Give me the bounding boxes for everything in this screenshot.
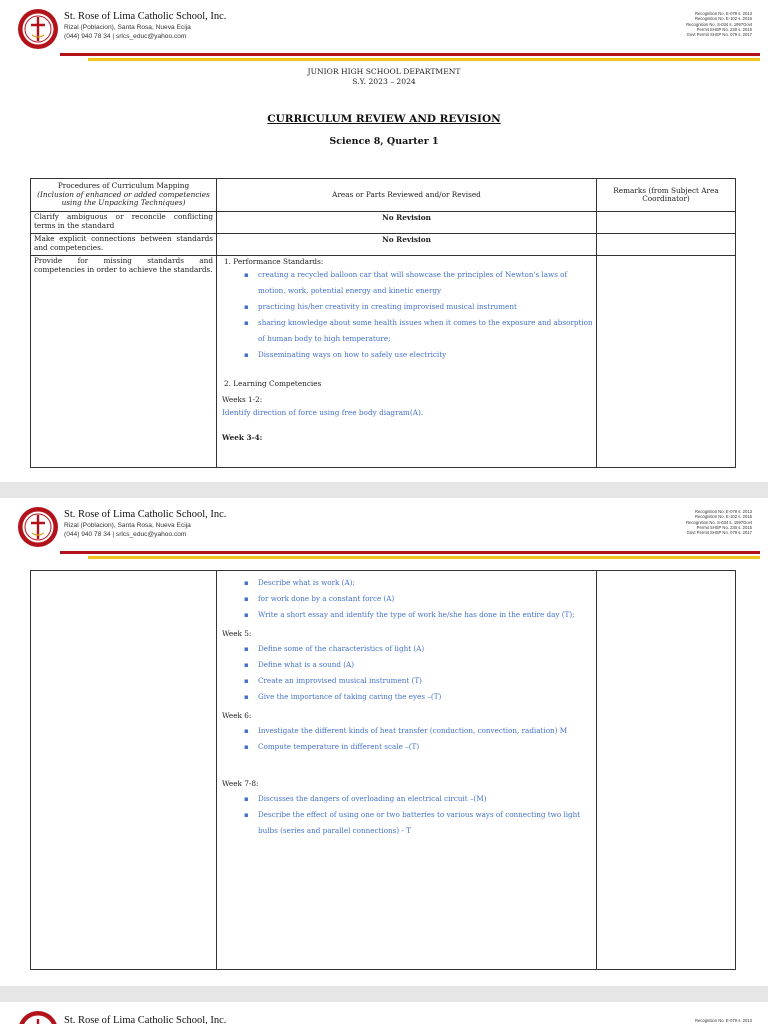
document-subtitle: Science 8, Quarter 1 — [329, 136, 439, 147]
procedure-cell — [31, 571, 217, 970]
week-label: Week 3-4: — [222, 433, 263, 442]
curriculum-table-continued — [30, 570, 736, 970]
list-item: ▪ Discusses the dangers of overloading an electrical circuit –(M) — [258, 791, 593, 807]
list-item: ▪ sharing knowledge about some health issues when it comes to the exposure and absorption of human body to high temperature; — [258, 315, 593, 347]
recognition-line: Recognition No. E-079 s. 2013 — [694, 1018, 752, 1023]
list-item: ▪ Give the importance of taking caring the eyes –(T) — [258, 689, 593, 705]
week-6-list — [258, 723, 593, 755]
list-item: ▪ Compute temperature in different scale –(T) — [258, 739, 593, 755]
week-label: Week 5: — [222, 629, 252, 638]
document-title: CURRICULUM REVIEW AND REVISION — [267, 113, 501, 125]
school-address: Rizal (Poblacion), Santa Rosa, Nueva Ecija — [64, 522, 191, 529]
week-label: Week 6: — [222, 711, 252, 720]
header-divider-red — [60, 551, 760, 554]
recognition-line: Permit SHSP No. 230 s. 2015 — [696, 524, 752, 530]
recognition-line: Recognition No. E-102 s. 2016 — [694, 16, 752, 22]
school-seal-icon — [17, 506, 59, 548]
review-cell: No Revision — [217, 212, 597, 234]
school-year: S.Y. 2023 – 2024 — [352, 77, 416, 86]
table-row — [31, 256, 736, 468]
header-procedures — [31, 179, 217, 212]
performance-standards-list — [258, 267, 593, 363]
review-cell — [217, 571, 597, 970]
list-item: ▪ Describe the effect of using one or two batteries to various ways of connecting two light bulbs (series and parallel connections) - T — [258, 807, 593, 839]
school-name: St. Rose of Lima Catholic School, Inc. — [64, 11, 227, 22]
week-7-8-list — [258, 791, 593, 839]
remarks-cell — [597, 571, 736, 970]
table-row — [31, 212, 736, 234]
performance-standards-heading: 1. Performance Standards: — [224, 257, 324, 266]
list-item: ▪ Investigate the different kinds of heat transfer (conduction, convection, radiation) M — [258, 723, 593, 739]
remarks-cell — [597, 234, 736, 256]
review-cell: No Revision — [217, 234, 597, 256]
week-5-list — [258, 641, 593, 705]
recognition-list — [695, 1018, 752, 1023]
recognition-list — [686, 11, 752, 37]
recognition-line: Govt Permit SHSP No. 079 s. 2017 — [686, 32, 752, 38]
header-areas: Areas or Parts Reviewed and/or Revised — [217, 179, 597, 212]
list-item: ▪ Define what is a sound (A) — [258, 657, 593, 673]
procedure-cell: Clarify ambiguous or reconcile conflicting terms in the standard — [31, 212, 217, 234]
week-3-4-list — [258, 575, 593, 623]
procedure-cell: Provide for missing standards and competencies in order to achieve the standards. — [31, 256, 217, 468]
week-label: Weeks 1-2: — [222, 395, 263, 404]
header-remarks: Remarks (from Subject Area Coordinator) — [597, 179, 736, 212]
department-label: JUNIOR HIGH SCHOOL DEPARTMENT — [307, 67, 461, 76]
recognition-list — [686, 509, 752, 535]
header-divider-red — [60, 53, 760, 56]
procedure-cell: Make explicit connections between standards and competencies. — [31, 234, 217, 256]
recognition-line: Recognition No. E-102 s. 2016 — [694, 514, 752, 520]
list-item: ▪ Describe what is work (A); — [258, 575, 593, 591]
table-row — [31, 571, 736, 970]
recognition-line: Recognition No. S-034 s. 1997Govt — [686, 519, 752, 525]
list-item: ▪ for work done by a constant force (A) — [258, 591, 593, 607]
recognition-line: Govt Permit SHSP No. 079 s. 2017 — [686, 530, 752, 536]
list-item: ▪ Disseminating ways on how to safely use electricity — [258, 347, 593, 363]
header-divider-gold — [88, 58, 760, 61]
competency-text: Identify direction of force using free body diagram(A). — [222, 408, 424, 417]
week-label: Week 7-8: — [222, 779, 259, 788]
learning-competencies-heading: 2. Learning Competencies — [224, 379, 322, 388]
header-procedures-title: Procedures of Curriculum Mapping — [57, 181, 190, 191]
header-procedures-note: (Inclusion of enhanced or added competencies using the Unpacking Techniques) — [37, 189, 210, 208]
document-page-1 — [0, 0, 768, 482]
letterhead — [0, 0, 768, 60]
document-page-2 — [0, 498, 768, 986]
recognition-line: Permit SHSP No. 230 s. 2015 — [696, 26, 752, 32]
recognition-line: Recognition No. S-034 s. 1997Govt — [686, 21, 752, 27]
curriculum-table — [30, 178, 736, 468]
school-seal-icon — [17, 8, 59, 50]
recognition-line: Recognition No. E-079 s. 2013 — [694, 11, 752, 16]
list-item: ▪ Define some of the characteristics of light (A) — [258, 641, 593, 657]
recognition-line: Recognition No. E-079 s. 2013 — [694, 509, 752, 514]
school-address: Rizal (Poblacion), Santa Rosa, Nueva Ecija — [64, 24, 191, 31]
table-header-row — [31, 179, 736, 212]
school-name: St. Rose of Lima Catholic School, Inc. — [64, 509, 227, 520]
list-item: ▪ practicing his/her creativity in creating improvised musical instrument — [258, 299, 593, 315]
list-item: ▪ Write a short essay and identify the type of work he/she has done in the entire day (T); — [258, 607, 593, 623]
table-row — [31, 234, 736, 256]
review-cell — [217, 256, 597, 468]
header-divider-gold — [88, 556, 760, 559]
school-contact: (044) 940 78 34 | srlcs_educ@yahoo.com — [64, 531, 187, 538]
list-item: ▪ Create an improvised musical instrument (T) — [258, 673, 593, 689]
remarks-cell — [597, 212, 736, 234]
remarks-cell — [597, 256, 736, 468]
school-seal-icon — [17, 1010, 59, 1024]
school-contact: (044) 940 78 34 | srlcs_educ@yahoo.com — [64, 33, 187, 40]
letterhead — [0, 498, 768, 558]
list-item: ▪ creating a recycled balloon car that will showcase the principles of Newton's laws of motion, work, potential energy and kinetic energy — [258, 267, 593, 299]
document-page-3 — [0, 1002, 768, 1024]
school-name: St. Rose of Lima Catholic School, Inc. — [64, 1015, 227, 1024]
